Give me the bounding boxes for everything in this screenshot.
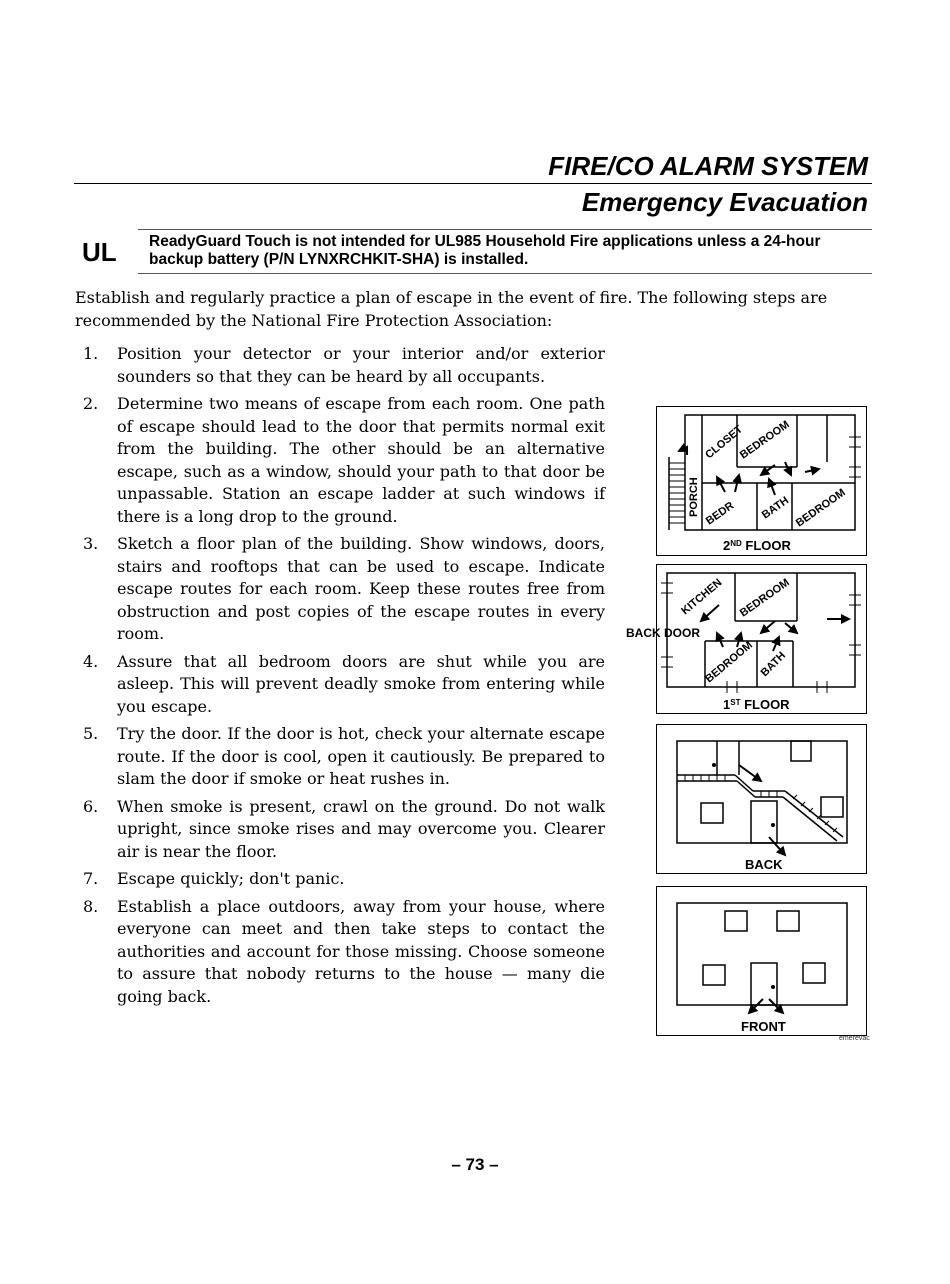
step-text: Assure that all bedroom doors are shut while you are asleep. This will prevent deadly smoke from entering while you escape. (117, 651, 605, 716)
panel-caption: BACK (745, 857, 783, 872)
ul-logo: UL (82, 237, 117, 267)
room-label: BEDROOM (703, 639, 755, 686)
front-elevation (656, 886, 867, 1036)
step-number: 7. (83, 869, 99, 888)
step-text: When smoke is present, crawl on the ground. Do not walk upright, since smoke rises and may overcome you. Clearer air is near the floor. (117, 796, 605, 861)
room-label: BEDR (703, 499, 737, 528)
page-number: – 73 – (451, 1155, 499, 1174)
step-text: Sketch a floor plan of the building. Show windows, doors, stairs and rooftops that can be used to escape. Indicate escape routes for each room. Keep these routes free from obstruction and post copies of the escape routes in every room. (117, 534, 605, 643)
room-label: CLOSET (703, 423, 746, 462)
step-number: 2. (83, 394, 99, 413)
panel-caption: 1ST FLOOR (723, 697, 790, 712)
list-item (75, 723, 605, 791)
room-label: BEDROOM (737, 576, 792, 620)
step-text: Escape quickly; don't panic. (117, 869, 345, 888)
header-rule (74, 183, 872, 184)
section-subtitle: Emergency Evacuation (581, 187, 868, 217)
step-text: Position your detector or your interior and/or exterior sounders so that they can be heard by all occupants. (117, 344, 605, 386)
list-item (75, 393, 605, 528)
list-item (75, 896, 605, 1009)
step-number: 6. (83, 796, 99, 816)
section-title: FIRE/CO ALARM SYSTEM (548, 151, 868, 181)
room-label: BATH (759, 494, 792, 522)
step-text: Determine two means of escape from each room. One path of escape should lead to the door that permits normal exit from the building. The other should be an alternative escape, such as a window, should your path to that door be unpassable. Station an escape ladder at such windows if there is a long drop to the ground. (117, 394, 605, 526)
step-text: Establish a place outdoors, away from your house, where everyone can meet and then take steps to contact the authorities and account for those missing. Choose someone to assure that nobody returns to the house — many die going back. (117, 896, 605, 1006)
intro-paragraph: Establish and regularly practice a plan of escape in the event of fire. The following steps are recommended by the National Fire Protection Association: (75, 288, 828, 330)
figure-code: emerevac (839, 1035, 870, 1042)
room-label: BEDROOM (737, 418, 792, 462)
panel-caption: 2ND FLOOR (723, 538, 791, 553)
panel-caption: FRONT (741, 1019, 786, 1034)
room-label: PORCH (688, 477, 700, 517)
step-number: 5. (83, 724, 99, 743)
list-item (75, 868, 605, 891)
list-item (75, 533, 605, 646)
step-number: 8. (83, 896, 99, 916)
back-door-label: BACK DOOR (626, 626, 700, 640)
escape-steps-list (75, 343, 605, 1013)
step-number: 1. (83, 344, 99, 363)
step-text: Try the door. If the door is hot, check your alternate escape route. If the door is cool, open it cautiously. Be prepared to slam the door if smoke or heat rushes in. (117, 724, 605, 788)
list-item (75, 796, 605, 864)
ul-notice: ReadyGuard Touch is not intended for UL985 Household Fire applications unless a 24-hour backup battery (P/N LYNXRCHKIT-SHA) is installed. (138, 229, 872, 274)
room-label: BEDROOM (793, 486, 848, 530)
second-floor-plan (656, 406, 867, 556)
step-number: 3. (83, 534, 99, 553)
back-elevation (656, 724, 867, 874)
step-number: 4. (83, 651, 99, 671)
room-label: BATH (758, 649, 789, 680)
room-label: KITCHEN (679, 576, 725, 618)
list-item (75, 343, 605, 388)
list-item (75, 651, 605, 719)
page-header (74, 150, 872, 218)
